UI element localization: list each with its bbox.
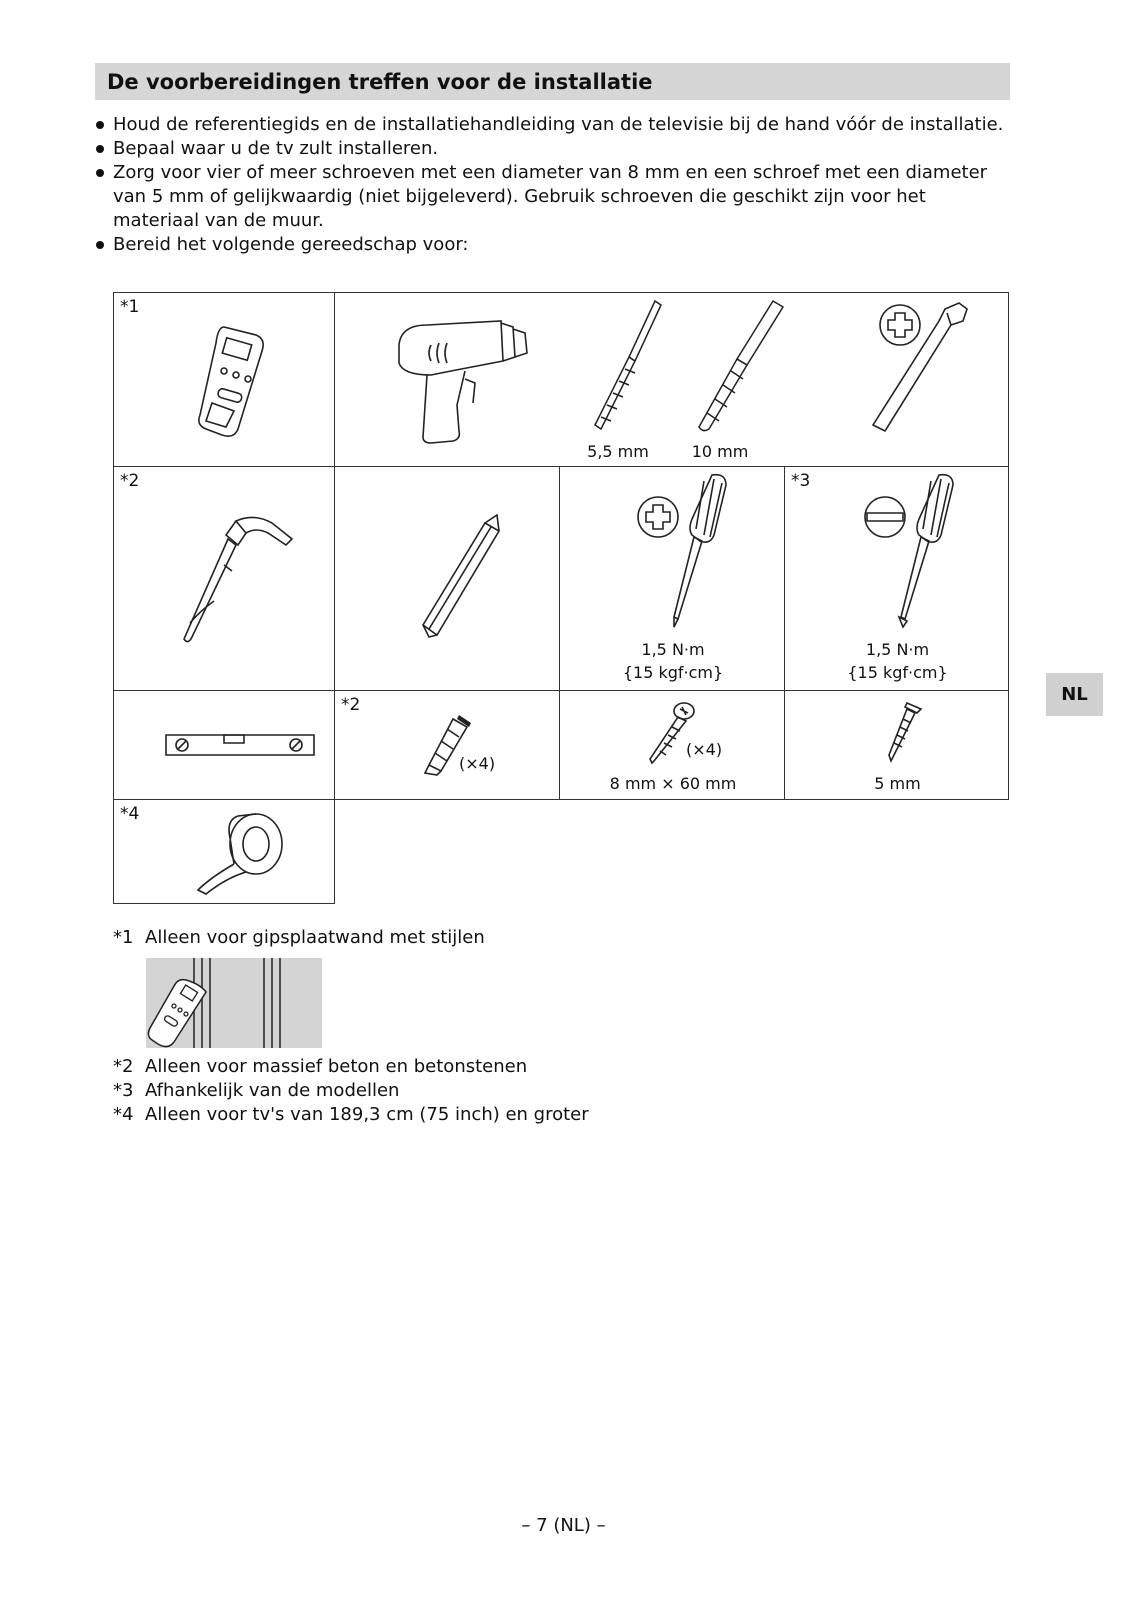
page-number: – 7 (NL) – [521, 1515, 606, 1536]
footnote-text: Alleen voor tv's van 189,3 cm (75 inch) en groter [145, 1104, 589, 1125]
footnote [113, 1079, 399, 1103]
page-title: De voorbereidingen treffen voor de installatie [107, 70, 653, 94]
footnote-text: Alleen voor massief beton en betonstenen [145, 1056, 528, 1077]
cell-wall-plugs [334, 690, 560, 800]
cell-small-screw [784, 690, 1009, 800]
quantity-label: (×4) [459, 754, 496, 773]
footnote-key: *2 [113, 1056, 134, 1077]
cell-large-screws [559, 690, 785, 800]
cell-flat-screwdriver [784, 466, 1009, 691]
torque-value-kgf: {15 kgf·cm} [847, 663, 948, 682]
screw-size: 5 mm [874, 774, 921, 793]
flat-screwdriver-icon [861, 471, 971, 631]
quantity-label: (×4) [686, 740, 723, 759]
cell-level [113, 690, 335, 800]
footnote-key: *4 [113, 1104, 134, 1125]
torque-value: 1,5 N·m [641, 640, 705, 659]
language-tab: NL [1046, 673, 1103, 716]
screw-icon [885, 699, 925, 763]
footnote [113, 1103, 589, 1127]
screw-size: 8 mm × 60 mm [609, 774, 737, 793]
phillips-screwdriver-icon [634, 471, 744, 631]
drill-bit-icon [681, 299, 801, 437]
list-item: Houd de referentiegids en de installatiehandleiding van de televisie bij de hand vóór de installatie. [95, 113, 1015, 137]
footnote-marker: *2 [341, 695, 361, 715]
cell-stud-finder [113, 292, 335, 467]
footnote-text: Alleen voor gipsplaatwand met stijlen [145, 927, 485, 948]
cell-hammer [113, 466, 335, 691]
drill-icon [391, 313, 535, 445]
stud-wall-illustration [146, 958, 322, 1048]
cell-phillips-screwdriver [559, 466, 785, 691]
tape-roll-icon [190, 808, 290, 898]
drill-bit-size: 10 mm [691, 442, 749, 461]
footnote-marker: *2 [120, 471, 140, 491]
footnote-text: Afhankelijk van de modellen [145, 1080, 400, 1101]
footnote-key: *3 [113, 1080, 134, 1101]
tool-table [113, 292, 1009, 904]
stud-finder-icon [194, 321, 274, 441]
torque-value-kgf: {15 kgf·cm} [622, 663, 724, 682]
footnote-marker: *4 [120, 804, 140, 824]
footnote-marker: *1 [120, 297, 140, 317]
stud-finder-icon [146, 958, 322, 1048]
list-item: Bepaal waar u de tv zult installeren. [95, 137, 1015, 161]
torque-value: 1,5 N·m [865, 640, 930, 659]
drill-bit-size: 5,5 mm [587, 442, 649, 461]
cell-pencil [334, 466, 560, 691]
instruction-list [95, 113, 1015, 257]
cell-tape [113, 799, 335, 904]
phillips-bit-icon [855, 299, 975, 437]
footnote [113, 1055, 527, 1079]
section-header [95, 63, 1010, 100]
list-item: Bereid het volgende gereedschap voor: [95, 233, 1015, 257]
footnote-key: *1 [113, 927, 134, 948]
cell-drill-set [334, 292, 1009, 467]
spirit-level-icon [164, 731, 316, 759]
pencil-icon [415, 513, 505, 643]
footnote-marker: *3 [791, 471, 811, 491]
footnote [113, 926, 485, 950]
hammer-icon [180, 511, 300, 651]
list-item: Zorg voor vier of meer schroeven met een diameter van 8 mm en een schroef met een diameter van 5 mm of gelijkwaardig (niet bijgeleverd). Gebruik schroeven die geschikt zijn voor het materiaal van de muur. [95, 161, 1015, 233]
